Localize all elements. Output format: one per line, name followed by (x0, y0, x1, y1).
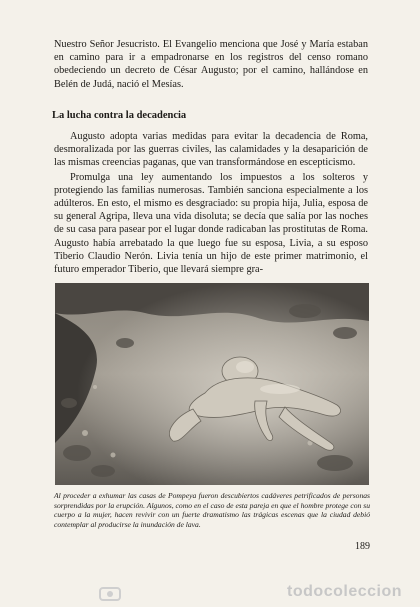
pompeii-photo-illustration (55, 283, 369, 485)
intro-paragraph (54, 38, 368, 91)
pompeii-photo (55, 283, 369, 485)
body-text (54, 130, 368, 277)
intro-text: Nuestro Señor Jesucristo. El Evangelio menciona que José y María estaban en camino para ir a empadronarse en los registros del censo romano obedeciendo un decreto de César Augusto; por el camino, hallándose en Belén de Judá, nació el Mesías. (54, 39, 368, 90)
body-paragraph: Promulga una ley aumentando los impuestos a los solteros y protegiendo las familias numerosas. También sanciona especialmente a los adúlteros. En esto, el mismo es desgraciado: su propia hija, Julia, esposa de su general Agripa, lleva una vida disoluta; se decía que salía por las noches de su casa para pasear por el lugar donde radicaban las prostitutas de Roma. Augusto había arrebatado la que luego fue su esposa, Livia, a su esposo Tiberio Claudio Nerón. Livia tenía un hijo de este primer matrimonio, el futuro emperador Tiberio, que llevará siempre gra- (54, 171, 368, 276)
watermark-logo-icon (98, 584, 122, 602)
watermark-bar (0, 581, 420, 607)
section-heading: La lucha contra la decadencia (52, 110, 187, 121)
photo-caption: Al proceder a exhumar las casas de Pompeya fueron descubiertos cadáveres petrificados de personas sorprendidas por la erupción. Algunos, como en el caso de esta pareja en que el hombre protege con su cuerpo a la mujer, hacen revivir con un fuerte dramatismo las trágicas escenas que la ciudad debió contemplar al producirse la inundación de lava. (54, 491, 370, 529)
watermark-text: todocoleccion (287, 583, 402, 600)
page-number: 189 (355, 541, 370, 552)
body-paragraph: Augusto adopta varias medidas para evitar la decadencia de Roma, desmoralizada por las guerras civiles, las calamidades y la desaparición de las mismas creencias paganas, que van transformándose en escepticismo. (54, 131, 368, 169)
